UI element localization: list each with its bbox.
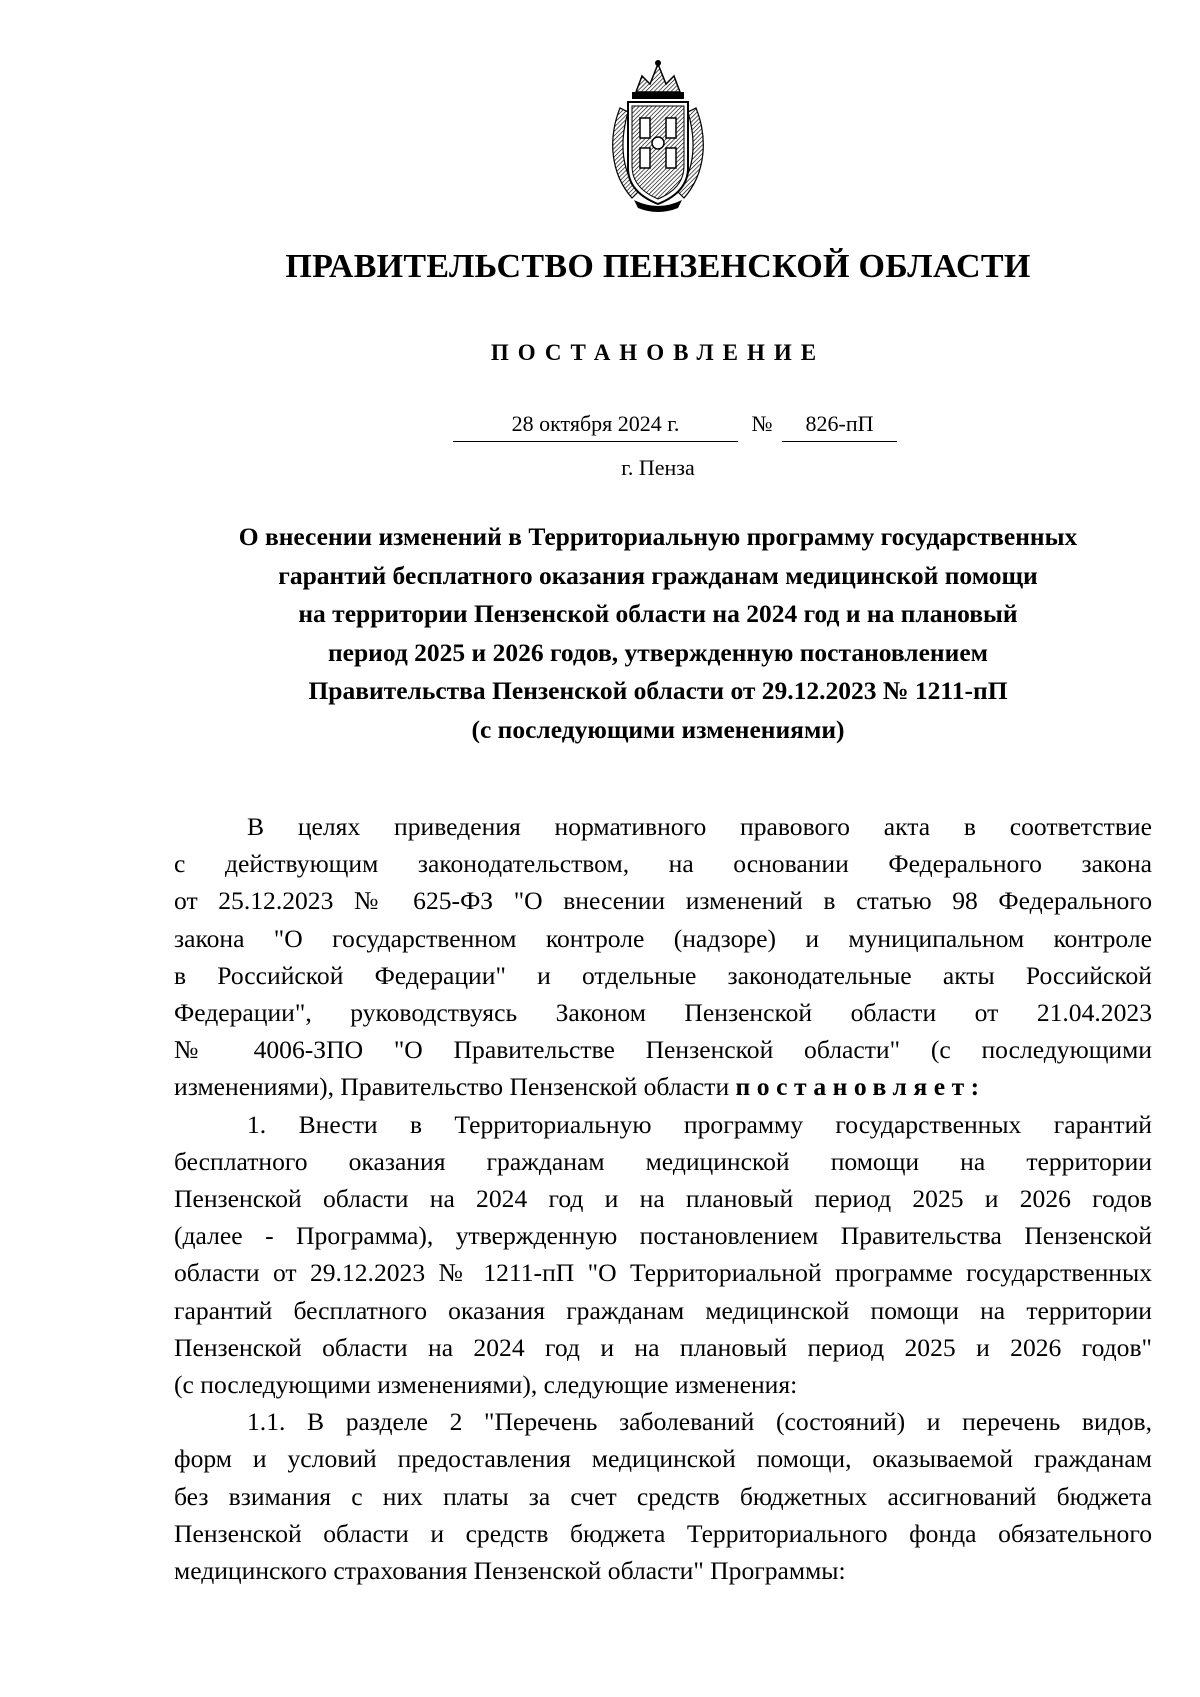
body-line: Пензенской области на 2024 год и на плановый период 2025 и 2026 годов": [174, 1332, 1152, 1362]
body-line: 1. Внести в Территориальную программу государственных гарантий: [247, 1109, 1152, 1139]
title-line: на территории Пензенской области на 2024 год и на плановый: [298, 599, 1018, 628]
resolution-keyword: постановляет:: [735, 1072, 986, 1102]
coat-of-arms-emblem: [598, 58, 718, 212]
document-number: 826-пП: [782, 411, 897, 442]
body-line: области от 29.12.2023 № 1211-пП "О Территориальной программе государственных: [174, 1258, 1152, 1288]
body-line: [174, 1068, 1152, 1105]
body-line: В целях приведения нормативного правового акта в соответствие: [247, 812, 1152, 841]
document-title: [150, 518, 1166, 749]
body-line: медицинского страхования Пензенской области" Программы:: [174, 1556, 846, 1586]
body-line: от 25.12.2023 № 625-ФЗ "О внесении изменений в статью 98 Федерального: [174, 886, 1152, 916]
city-name: г. Пенза: [621, 455, 695, 480]
body-line: (с последующими изменениями), следующие изменения:: [174, 1370, 798, 1400]
body-line: без взимания с них платы за счет средств бюджетных ассигнований бюджета: [174, 1481, 1152, 1511]
document-date: 28 октября 2024 г.: [453, 411, 738, 442]
number-sign: №: [751, 411, 773, 436]
body-line: Федерации", руководствуясь Законом Пензенской области от 21.04.2023: [174, 998, 1152, 1028]
title-line: гарантий бесплатного оказания гражданам медицинской помощи: [278, 560, 1038, 590]
document-body: [174, 808, 1152, 1589]
body-line: бесплатного оказания гражданам медицинской помощи на территории: [174, 1146, 1152, 1176]
body-line: гарантий бесплатного оказания гражданам медицинской помощи на территории: [174, 1295, 1152, 1325]
government-name: ПРАВИТЕЛЬСТВО ПЕНЗЕНСКОЙ ОБЛАСТИ: [285, 248, 1031, 285]
title-line: Правительства Пензенской области от 29.12.2023 № 1211-пП: [308, 676, 1008, 705]
body-line: в Российской Федерации" и отдельные законодательные акты Российской: [174, 960, 1152, 990]
body-line: с действующим законодательством, на основании Федерального закона: [174, 849, 1152, 879]
body-line: закона "О государственном контроле (надзоре) и муниципальном контроле: [174, 923, 1152, 953]
body-line-text: изменениями), Правительство Пензенской области: [174, 1072, 730, 1102]
body-line: (далее - Программа), утвержденную постановлением Правительства Пензенской: [174, 1221, 1152, 1251]
body-line: 1.1. В разделе 2 "Перечень заболеваний (состояний) и перечень видов,: [247, 1407, 1152, 1437]
title-line: период 2025 и 2026 годов, утвержденную постановлением: [327, 637, 989, 667]
body-line: форм и условий предоставления медицинской помощи, оказываемой гражданам: [174, 1444, 1152, 1474]
body-line: № 4006-ЗПО "О Правительстве Пензенской области" (с последующими: [174, 1035, 1152, 1065]
title-line: (с последующими изменениями): [471, 714, 845, 744]
title-line: О внесении изменений в Территориальную программу государственных: [238, 522, 1078, 551]
document-type: ПОСТАНОВЛЕНИЕ: [490, 340, 826, 365]
body-line: Пензенской области на 2024 год и на плановый период 2025 и 2026 годов: [174, 1184, 1152, 1214]
body-line: Пензенской области и средств бюджета Территориального фонда обязательного: [174, 1518, 1152, 1548]
